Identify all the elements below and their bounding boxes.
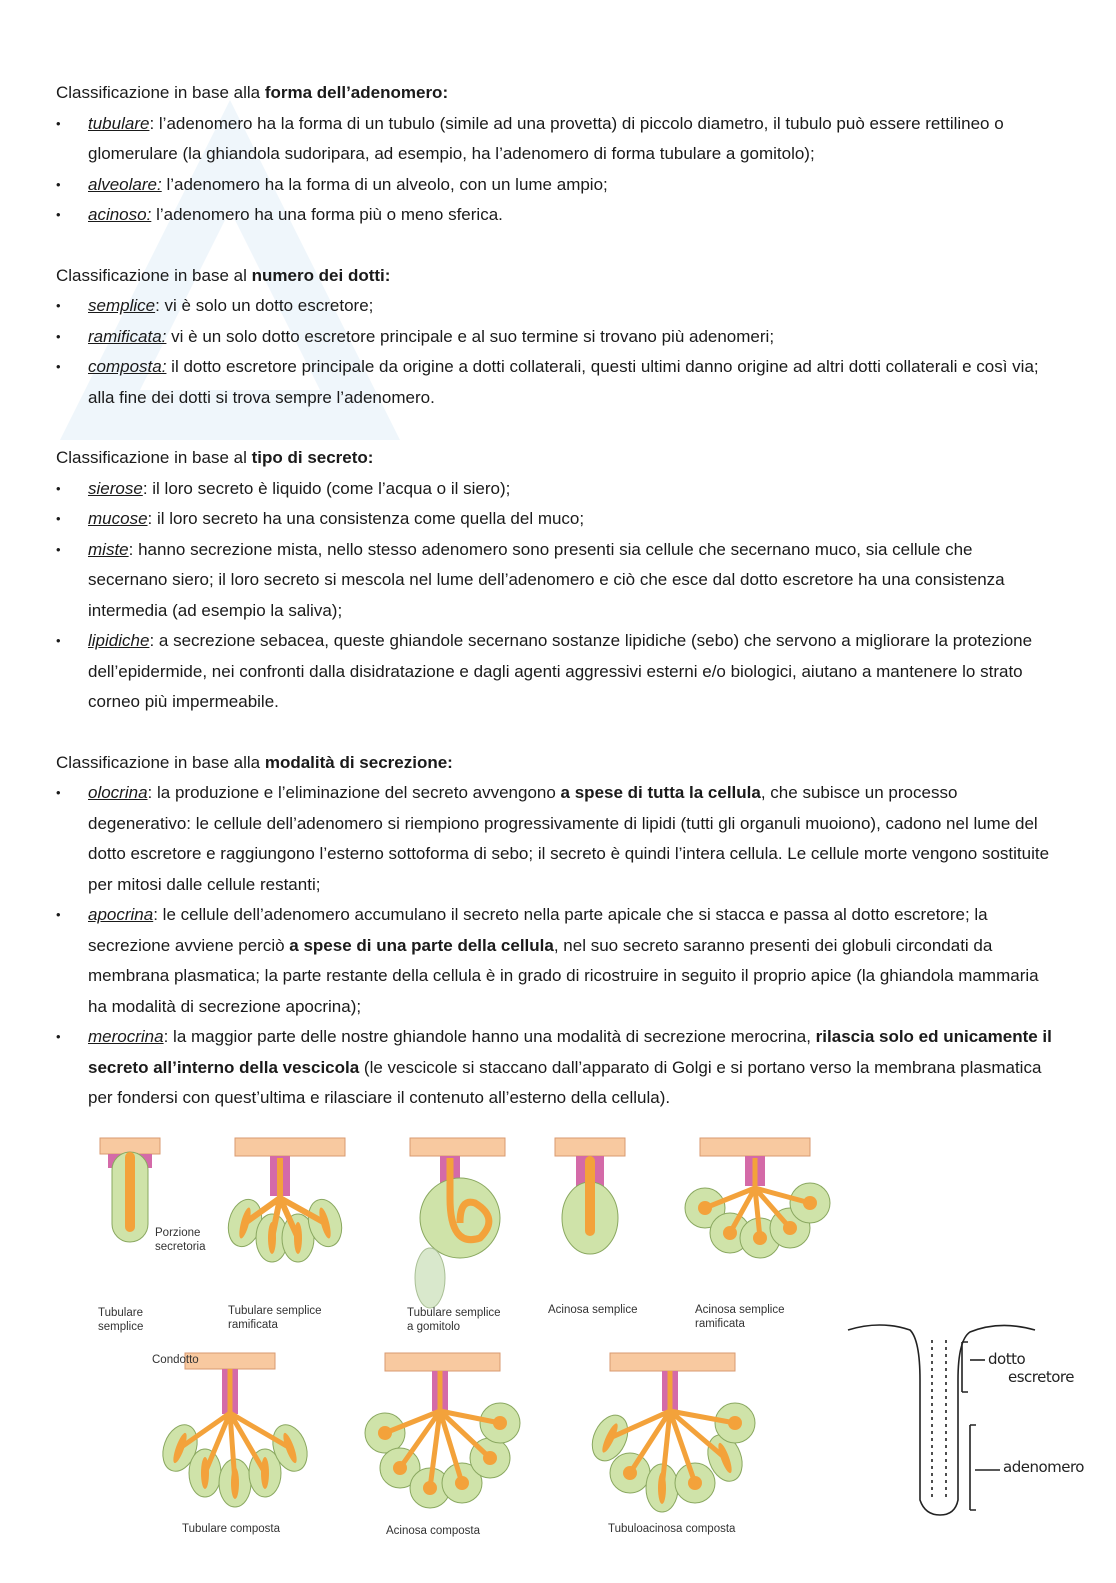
list-item: • olocrina: la produzione e l’eliminazione del secreto avvengono a spese di tutta la cellula, che subisce un processo degenerativo: le cellule dell’adenomero si riempiono progressivamente di lipidi (tutti gli organuli muoiono), cadono nel lume del dotto escretore e raggiungono l’esterno sottoforma di sebo; il secreto è quindi l’intera cellula. Le cellule morte vengono sostituite per mitosi dalle cellule restanti; — [56, 778, 1056, 900]
list-item: • ramificata: vi è un solo dotto escretore principale e al suo termine si trovano più adenomeri; — [56, 322, 1056, 353]
label-acinosa-semplice: Acinosa semplice — [548, 1304, 638, 1316]
tubular-compound-gland — [157, 1353, 313, 1507]
acinar-branched-gland — [685, 1138, 830, 1258]
list-item: • alveolare: l’adenomero ha la forma di un alveolo, con un lume ampio; — [56, 170, 1056, 201]
tubular-branched-gland — [223, 1138, 346, 1262]
label-tubuloacinosa-composta: Tubuloacinosa composta — [608, 1523, 736, 1535]
section-forma — [56, 78, 1056, 231]
hand-label-adenomero: adenomero — [1003, 1458, 1084, 1476]
label-condotto: Condotto — [152, 1354, 199, 1366]
list-item: • sierose: il loro secreto è liquido (come l’acqua o il siero); — [56, 474, 1056, 505]
section-tipo-secreto — [56, 443, 1056, 718]
gland-types-figure — [0, 1128, 1116, 1578]
label-porzione-secretoria: Porzione secretoria — [155, 1227, 206, 1253]
label-acinosa-ramificata: Acinosa semplice ramificata — [695, 1304, 785, 1330]
section-heading: Classificazione in base alla forma dell’adenomero: — [56, 83, 449, 102]
list-item: • apocrina: le cellule dell’adenomero accumulano il secreto nella parte apicale che si stacca e passa al dotto escretore; la secrezione avviene perciò a spese di una parte della cellula, nel suo secreto saranno presenti dei globuli circondati da membrana plasmatica; la parte restante della cellula è in grado di ricostruire in seguito il proprio apice (la ghiandola mammaria ha modalità di secrezione apocrina); — [56, 900, 1056, 1022]
list-item: • mucose: il loro secreto ha una consistenza come quella del muco; — [56, 504, 1056, 535]
hand-label-escretore: escretore — [1008, 1368, 1074, 1386]
acinar-simple-gland — [555, 1138, 625, 1254]
label-tubulare-ramificata: Tubulare semplice ramificata — [228, 1305, 322, 1331]
hand-label-dotto: dotto — [988, 1350, 1026, 1368]
list-item: • merocrina: la maggior parte delle nostre ghiandole hanno una modalità di secrezione merocrina, rilascia solo ed unicamente il secreto all’interno della vescicola (le vescicole si staccano dall’apparato di Golgi e si portano verso la membrana plasmatica per fondersi con quest’ultima e rilasciare il contenuto all’esterno della cellula). — [56, 1022, 1056, 1114]
section-numero-dotti — [56, 261, 1056, 414]
list-item: • lipidiche: a secrezione sebacea, queste ghiandole secernano sostanze lipidiche (sebo) che servono a migliorare la protezione dell’epidermide, nei confronti dalla disidratazione e dagli agenti aggressivi esterni e/o biologici, aiutano a mantenere lo strato corneo più impermeabile. — [56, 626, 1056, 718]
section-heading: Classificazione in base alla modalità di secrezione: — [56, 752, 453, 772]
label-tubulare-gomitolo: Tubulare semplice a gomitolo — [407, 1307, 501, 1333]
section-heading: Classificazione in base al tipo di secreto: — [56, 448, 374, 467]
list-item: • composta: il dotto escretore principale da origine a dotti collaterali, questi ultimi danno origine ad altri dotti collaterali e così via; alla fine dei dotti si trova sempre l’adenomero. — [56, 352, 1056, 413]
list-item: • acinoso: l’adenomero ha una forma più o meno sferica. — [56, 200, 1056, 231]
label-tubulare-semplice: Tubulare semplice — [98, 1307, 144, 1333]
acinar-compound-gland — [365, 1353, 520, 1508]
document-body — [56, 78, 1056, 1144]
tubular-simple-gland — [100, 1138, 160, 1242]
section-heading: Classificazione in base al numero dei dotti: — [56, 265, 391, 285]
label-tubulare-composta: Tubulare composta — [182, 1523, 281, 1535]
list-item: • semplice: vi è solo un dotto escretore; — [56, 291, 1056, 322]
list-item: • miste: hanno secrezione mista, nello stesso adenomero sono presenti sia cellule che secernano muco, sia cellule che secernano siero; il loro secreto si mescola nel lume dell’adenomero e ciò che esce dal dotto escretore ha una consistenza intermedia (ad esempio la saliva); — [56, 535, 1056, 627]
tubuloacinar-compound-gland — [585, 1353, 755, 1512]
section-modalita-secrezione — [56, 748, 1056, 1114]
tubular-coiled-gland — [410, 1138, 505, 1308]
list-item: • tubulare: l’adenomero ha la forma di un tubulo (simile ad una provetta) di piccolo diametro, il tubulo può essere rettilineo o glomerulare (la ghiandola sudoripara, ad esempio, ha l’adenomero di forma tubulare a gomitolo); — [56, 109, 1056, 170]
label-acinosa-composta: Acinosa composta — [386, 1525, 480, 1537]
